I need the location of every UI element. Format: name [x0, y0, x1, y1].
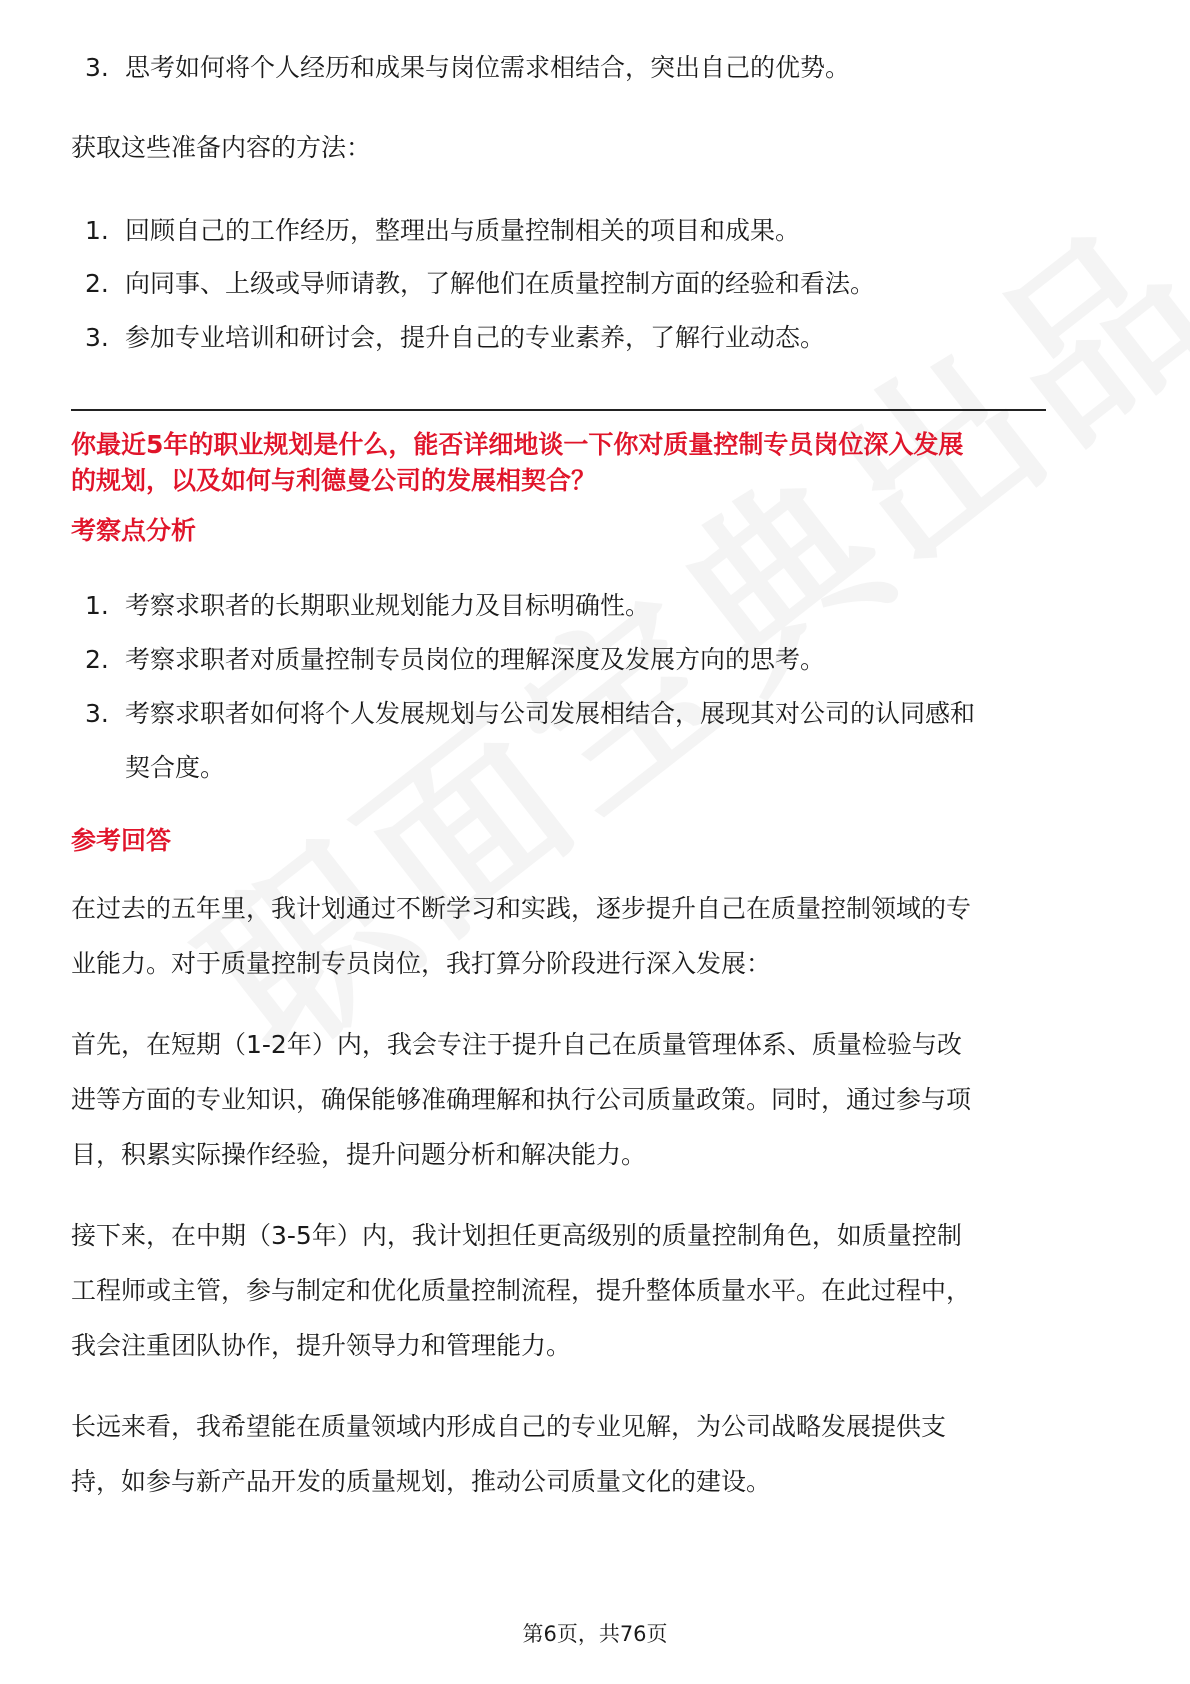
intro-list — [71, 40, 1121, 95]
analysis-title: 考察点分析 — [71, 516, 197, 545]
question-heading — [71, 427, 1121, 499]
paragraph-line: 工程师或主管，参与制定和优化质量控制流程，提升整体质量水平。在此过程中， — [71, 1276, 972, 1305]
list-item-text: 参加专业培训和研讨会，提升自己的专业素养，了解行业动态。 — [125, 323, 826, 352]
methods-title: 获取这些准备内容的方法： — [71, 133, 372, 162]
list-item — [71, 40, 1121, 95]
paragraph-line: 持，如参与新产品开发的质量规划，推动公司质量文化的建设。 — [71, 1467, 772, 1496]
list-item — [71, 579, 1121, 633]
list-item-text: 考察求职者的长期职业规划能力及目标明确性。 — [125, 591, 651, 620]
answer-title: 参考回答 — [71, 826, 172, 855]
paragraph-line: 长远来看，我希望能在质量领域内形成自己的专业见解，为公司战略发展提供支 — [71, 1412, 947, 1441]
question-line-2: 的规划，以及如何与利德曼公司的发展相契合？ — [71, 466, 597, 495]
paragraph-line: 接下来，在中期（3-5年）内，我计划担任更高级别的质量控制角色，如质量控制 — [71, 1221, 962, 1250]
list-item — [71, 633, 1121, 687]
list-item-text: 考察求职者如何将个人发展规划与公司发展相结合，展现其对公司的认同感和 — [125, 699, 976, 728]
list-item-text-cont: 契合度。 — [125, 753, 226, 782]
list-number: 1. — [85, 216, 109, 245]
paragraph-line: 进等方面的专业知识，确保能够准确理解和执行公司质量政策。同时，通过参与项 — [71, 1085, 972, 1114]
paragraph-line: 目，积累实际操作经验，提升问题分析和解决能力。 — [71, 1140, 647, 1169]
answer-paragraph — [71, 1208, 1121, 1373]
paragraph-line: 业能力。对于质量控制专员岗位，我打算分阶段进行深入发展： — [71, 949, 772, 978]
list-number: 3. — [85, 699, 109, 728]
list-item — [71, 687, 1121, 795]
answer-paragraph — [71, 1017, 1121, 1182]
question-line-1: 你最近5年的职业规划是什么，能否详细地谈一下你对质量控制专员岗位深入发展 — [71, 430, 964, 459]
answer-paragraph — [71, 881, 1121, 991]
page-footer: 第6页，共76页 — [522, 1622, 668, 1646]
list-item — [71, 311, 1121, 365]
list-item — [71, 257, 1121, 311]
list-item-text: 思考如何将个人经历和成果与岗位需求相结合，突出自己的优势。 — [125, 53, 851, 82]
list-item — [71, 205, 1121, 257]
paragraph-line: 在过去的五年里，我计划通过不断学习和实践，逐步提升自己在质量控制领域的专 — [71, 894, 972, 923]
page-content — [71, 40, 1121, 1509]
answer-paragraph — [71, 1399, 1121, 1509]
list-number: 3. — [85, 53, 109, 82]
paragraph-line: 首先，在短期（1-2年）内，我会专注于提升自己在质量管理体系、质量检验与改 — [71, 1030, 962, 1059]
paragraph-line: 我会注重团队协作，提升领导力和管理能力。 — [71, 1331, 572, 1360]
list-item-text: 考察求职者对质量控制专员岗位的理解深度及发展方向的思考。 — [125, 645, 826, 674]
list-item-text: 回顾自己的工作经历，整理出与质量控制相关的项目和成果。 — [125, 216, 801, 245]
list-number: 3. — [85, 323, 109, 352]
list-number: 2. — [85, 269, 109, 298]
list-number: 2. — [85, 645, 109, 674]
list-item-text: 向同事、上级或导师请教，了解他们在质量控制方面的经验和看法。 — [125, 269, 876, 298]
analysis-list — [71, 579, 1121, 795]
list-number: 1. — [85, 591, 109, 620]
methods-list — [71, 205, 1121, 365]
